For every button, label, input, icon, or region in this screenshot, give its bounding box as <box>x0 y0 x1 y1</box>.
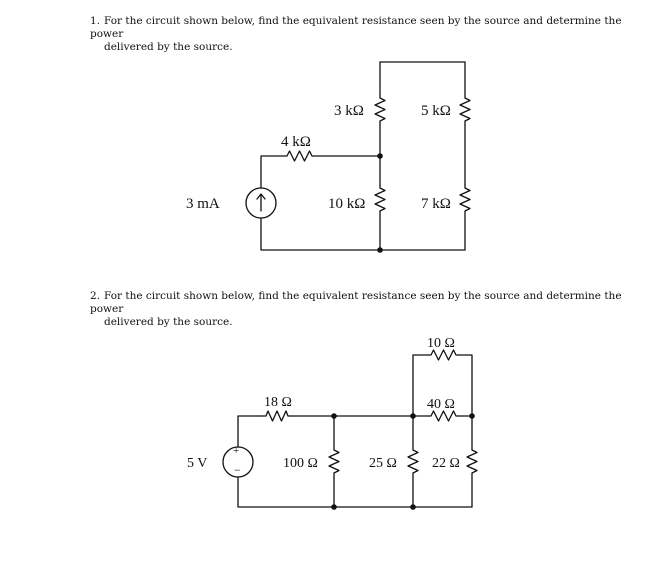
current-source <box>246 188 276 218</box>
resistor-7k <box>460 185 470 218</box>
label-plus: + <box>233 445 240 457</box>
label-18ohm: 18 Ω <box>264 395 292 410</box>
label-minus: − <box>234 463 241 477</box>
label-10k: 10 kΩ <box>328 196 366 212</box>
resistor-22ohm <box>467 447 477 477</box>
resistor-25ohm <box>408 447 418 477</box>
label-7k: 7 kΩ <box>421 196 451 212</box>
circuit-2-wires <box>238 355 472 507</box>
problem-1-number: 1. <box>90 15 101 27</box>
resistor-40ohm <box>428 411 459 421</box>
label-voltage-source: 5 V <box>187 456 208 471</box>
problem-2-text-line1: For the circuit shown below, find the equivalent resistance seen by the source and determine the power <box>90 290 622 315</box>
resistor-3k <box>375 95 385 125</box>
label-10ohm: 10 Ω <box>427 336 455 351</box>
resistor-10k <box>375 185 385 218</box>
problem-1-text-line2: delivered by the source. <box>104 41 233 53</box>
resistor-5k <box>460 95 470 125</box>
problem-1-text-line1: For the circuit shown below, find the equivalent resistance seen by the source and determine the power <box>90 15 622 40</box>
resistor-10ohm <box>428 350 459 360</box>
resistor-4k <box>283 151 313 161</box>
problem-2-number: 2. <box>90 290 101 302</box>
resistor-100ohm <box>329 447 339 477</box>
label-100ohm: 100 Ω <box>283 456 318 471</box>
resistor-18ohm <box>263 411 291 421</box>
label-40ohm: 40 Ω <box>427 397 455 412</box>
label-22ohm: 22 Ω <box>432 456 460 471</box>
label-25ohm: 25 Ω <box>369 456 397 471</box>
problem-2-text-line2: delivered by the source. <box>104 316 233 328</box>
label-current-source: 3 mA <box>186 196 220 212</box>
label-3k: 3 kΩ <box>334 103 364 119</box>
label-5k: 5 kΩ <box>421 103 451 119</box>
label-4k: 4 kΩ <box>281 134 311 150</box>
